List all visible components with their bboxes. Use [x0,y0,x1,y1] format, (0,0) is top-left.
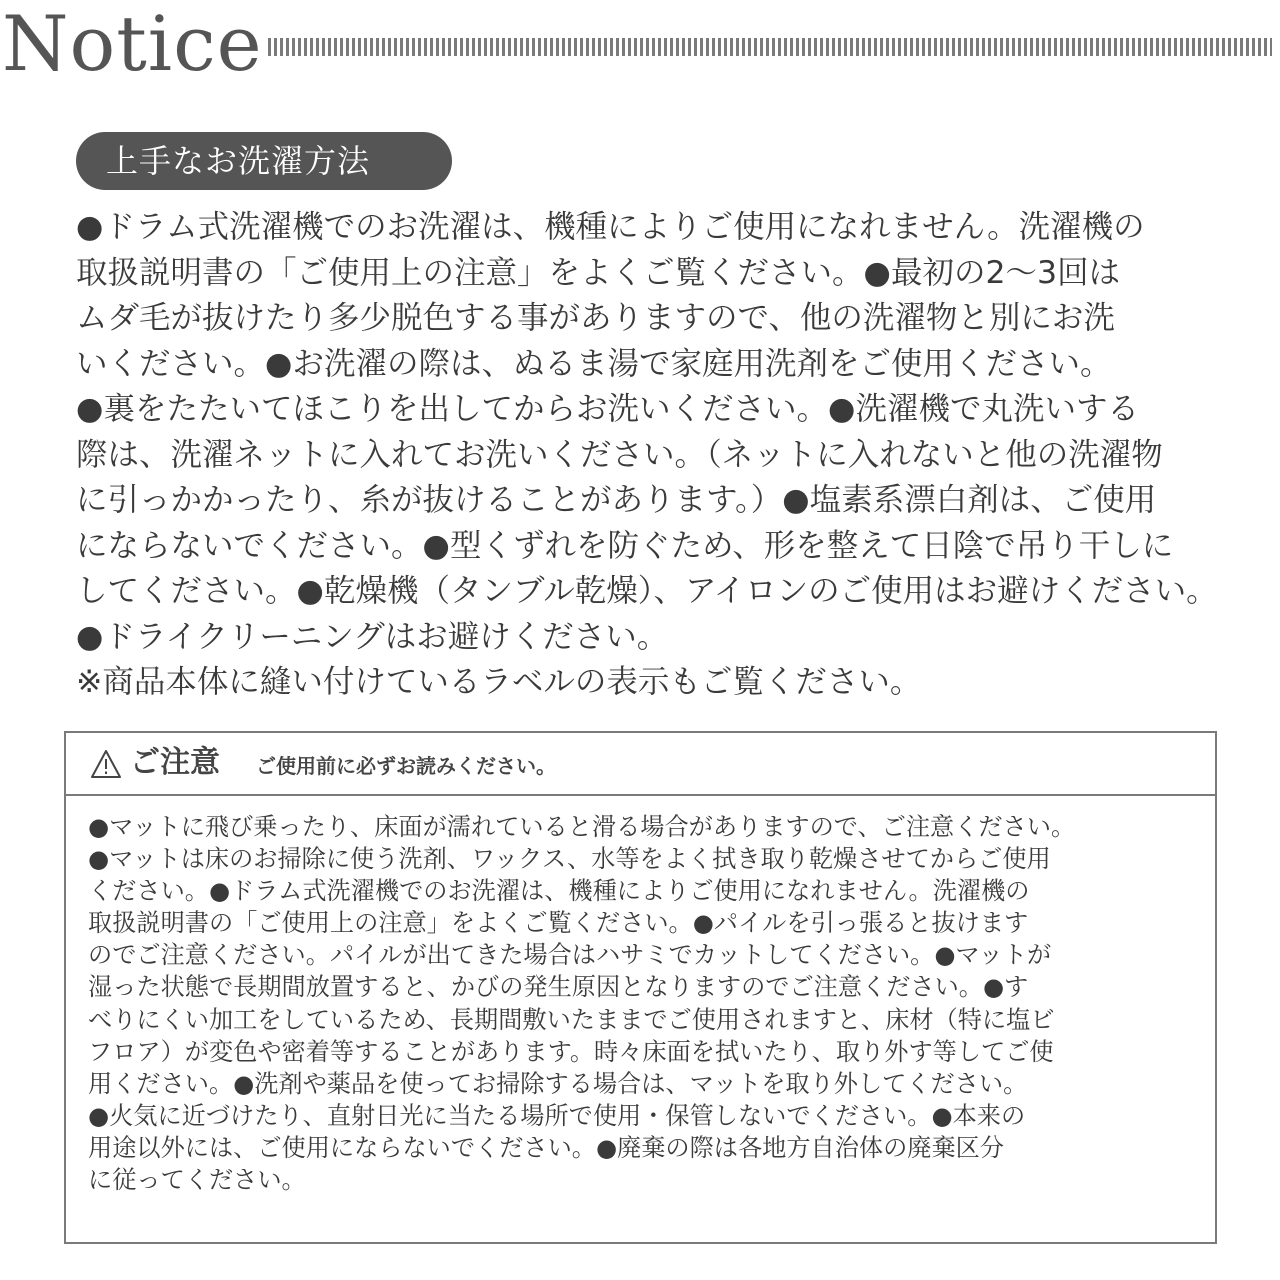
text-line: 用ください。●洗剤や薬品を使ってお掃除する場合は、マットを取り外してください。 [88,1069,1028,1098]
text-line: ●裏をたたいてほこりを出してからお洗いください。●洗濯機で丸洗いする [76,391,1139,427]
text-line: ●マットは床のお掃除に使う洗剤、ワックス、水等をよく拭き取り乾燥させてからご使用 [88,845,1051,874]
warning-triangle-icon [90,749,122,779]
text-line: ●火気に近づけたり、直射日光に当たる場所で使用・保管しないでください。●本来の [88,1101,1026,1130]
text-line: 用途以外には、ご使用にならないでください。●廃棄の際は各地方自治体の廃棄区分 [88,1133,1005,1162]
text-line: ください。●ドラム式洗濯機でのお洗濯は、機種によりご使用になれません。洗濯機の [88,877,1030,906]
text-line: にならないでください。●型くずれを防ぐため、形を整えて日陰で吊り干しに [76,527,1174,564]
text-line: 取扱説明書の「ご使用上の注意」をよくご覧ください。●最初の2〜3回は [76,254,1121,291]
text-line: 際は、洗濯ネットに入れてお洗いください。（ネットに入れないと他の洗濯物 [76,436,1163,473]
section-label: 上手なお洗濯方法 [76,132,452,190]
text-line: に従ってください。 [88,1166,306,1195]
caution-subtitle: ご使用前に必ずお読みください。 [256,754,556,778]
text-line: べりにくい加工をしているため、長期間敷いたままでご使用されますと、床材（特に塩ビ [88,1005,1055,1034]
text-line: 取扱説明書の「ご使用上の注意」をよくご覧ください。●パイルを引っ張ると抜けます [88,909,1029,938]
text-line: のでご注意ください。パイルが出てきた場合はハサミでカットしてください。●マットが [88,941,1052,970]
text-line: してください。●乾燥機（タンブル乾燥）、アイロンのご使用はお避けください。 [76,573,1218,609]
text-line: 湿った状態で長期間放置すると、かびの発生原因となりますのでご注意ください。●す [88,973,1029,1002]
washing-instructions [76,205,1226,706]
page-title: Notice [2,0,263,88]
text-line: フロア）が変色や密着等することがあります。時々床面を拭いたり、取り外す等してご使 [88,1037,1054,1066]
text-line: ※商品本体に縫い付けているラベルの表示もご覧ください。 [76,664,922,700]
caution-text [88,811,1198,1196]
text-line: ムダ毛が抜けたり多少脱色する事がありますので、他の洗濯物と別にお洗 [76,300,1115,336]
caution-title: ご注意 [130,745,220,780]
caution-box [64,731,1217,1244]
text-line: に引っかかったり、糸が抜けることがあります。）●塩素系漂白剤は、ご使用 [76,482,1157,518]
text-line: ●ドラム式洗濯機でのお洗濯は、機種によりご使用になれません。洗濯機の [76,209,1145,245]
title-divider [268,38,1272,56]
caution-header [66,733,1215,796]
text-line: ●マットに飛び乗ったり、床面が濡れていると滑る場合がありますので、ご注意ください。 [88,813,1076,841]
text-line: ●ドライクリーニングはお避けください。 [76,618,669,655]
text-line: いください。●お洗濯の際は、ぬるま湯で家庭用洗剤をご使用ください。 [76,345,1112,382]
